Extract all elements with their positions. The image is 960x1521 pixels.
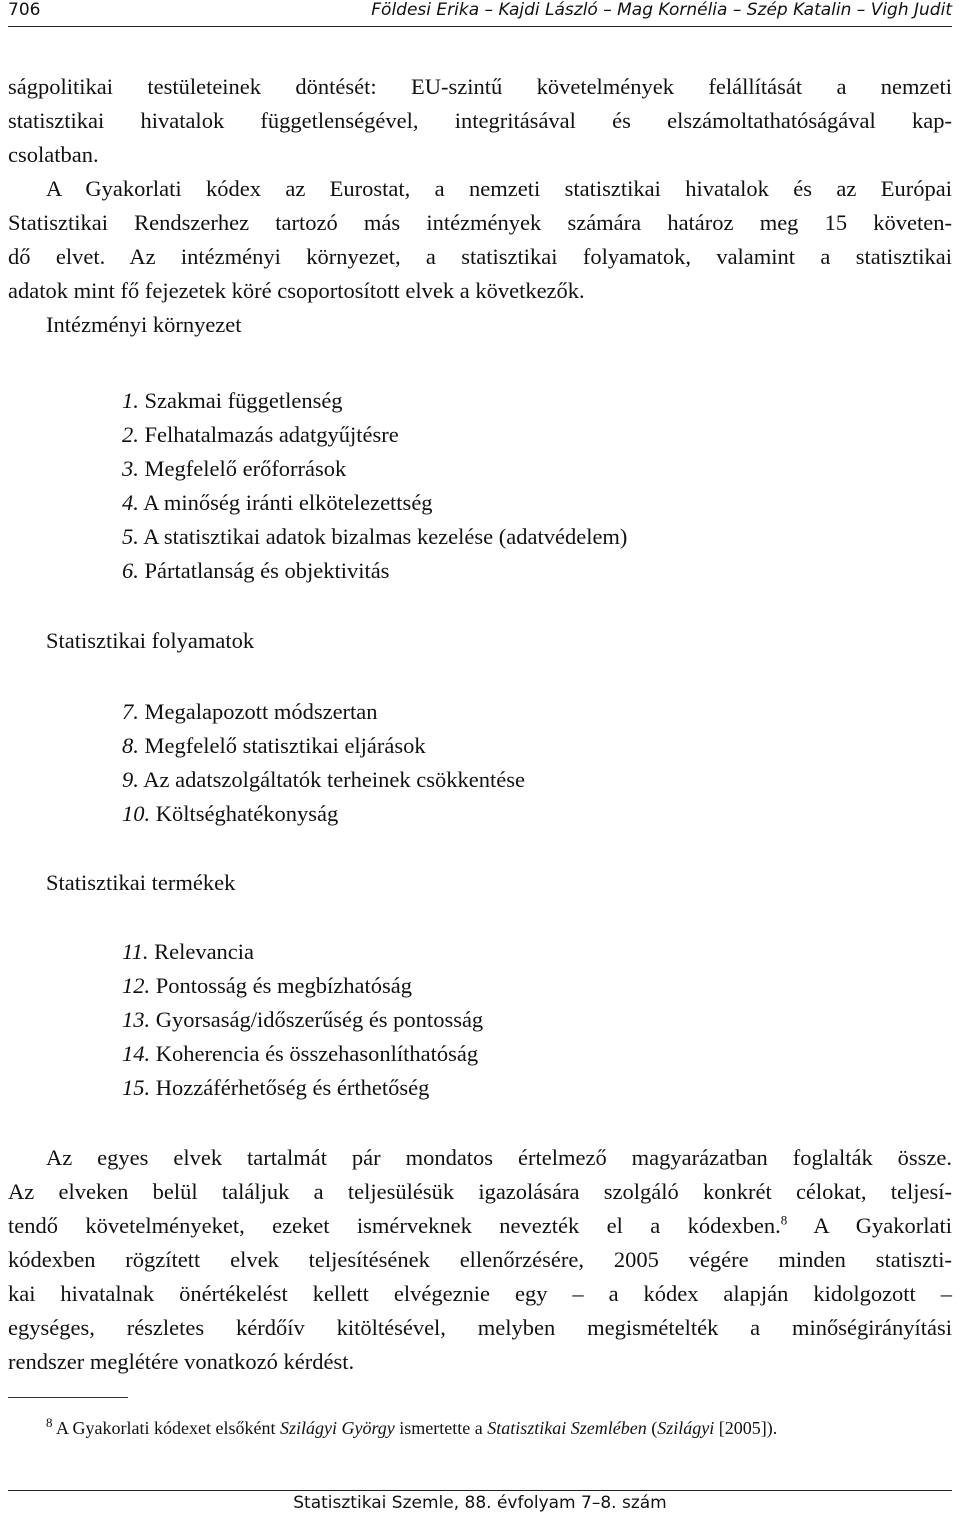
list-item: 15. Hozzáférhetőség és érthetőség: [122, 1075, 430, 1100]
list-item: 5. A statisztikai adatok bizalmas kezelése (adatvédelem): [122, 524, 628, 549]
text-line: Az elveken belül találjuk a teljesülésük igazolására szolgáló konkrét célokat, teljesí-: [8, 1179, 952, 1204]
list-item: 4. A minőség iránti elkötelezettség: [122, 490, 433, 515]
list-item: 11. Relevancia: [122, 939, 255, 964]
paragraph: [8, 172, 952, 308]
list-item: 13. Gyorsaság/időszerűség és pontosság: [122, 1007, 484, 1032]
text-line: ságpolitikai testületeinek döntését: EU-szintű követelmények felállítását a nemzeti: [8, 74, 952, 99]
footnote: $^8$ A Gyakorlati kódexet elsőként Szilágyi György ismertette a Statisztikai Szemlében (Szilágyi [2005]).: [46, 1415, 778, 1438]
list-item: 8. Megfelelő statisztikai eljárások: [122, 733, 426, 758]
list-item: 1. Szakmai függetlenség: [122, 388, 343, 413]
list-item: 12. Pontosság és megbízhatóság: [122, 973, 412, 998]
section-title-products: Statisztikai termékek: [46, 870, 236, 895]
footnote-reference[interactable]: 8: [780, 1212, 788, 1228]
text-line: rendszer meglétére vonatkozó kérdést.: [8, 1349, 355, 1374]
footnote-divider: [8, 1397, 128, 1398]
text-line: csolatban.: [8, 142, 99, 167]
paragraph: [8, 1141, 952, 1379]
text-line: A Gyakorlati kódex az Eurostat, a nemzeti statisztikai hivatalok és az Európai: [46, 176, 952, 201]
text-line: statisztikai hivatalok függetlenségével, integritásával és elszámoltathatóságával kap-: [8, 108, 952, 133]
paragraph: [8, 70, 952, 172]
principles-list-institutional: [122, 384, 627, 588]
paragraph-self-assessment: [8, 1141, 952, 1379]
text-line: Az egyes elvek tartalmát pár mondatos értelmező magyarázatban foglalták össze.: [46, 1145, 952, 1170]
list-item: 2. Felhatalmazás adatgyűjtésre: [122, 422, 399, 447]
page-number: 706: [8, 0, 41, 20]
footnote-author: Szilágyi György: [279, 1418, 395, 1438]
text-line: kai hivatalnak önértékelést kellett elvégeznie egy – a kódex alapján kidolgozott –: [8, 1281, 952, 1306]
text-line: adatok mint fő fejezetek köré csoportosított elvek a következők.: [8, 278, 585, 303]
list-item: 10. Költséghatékonyság: [122, 801, 339, 826]
paragraph-intro-principles: [8, 172, 952, 308]
text-line: tendő követelményeket, ezeket ismérveknek nevezték el a kódexben.$^8$ A Gyakorlati: [8, 1212, 953, 1238]
text-line: egységes, részletes kérdőív kitöltésével, melyben megismételték a minőségirányítási: [8, 1315, 952, 1340]
text-line: Statisztikai Rendszerhez tartozó más intézmények számára határoz meg 15 követen-: [8, 210, 952, 235]
footnote-ref-author: Szilágyi: [657, 1418, 715, 1438]
running-head-authors: Földesi Erika – Kajdi László – Mag Kornélia – Szép Katalin – Vigh Judit: [371, 0, 952, 20]
principles-list-processes: [122, 695, 525, 831]
list-item: 14. Koherencia és összehasonlíthatóság: [122, 1041, 479, 1066]
list-item: 6. Pártatlanság és objektivitás: [122, 558, 390, 583]
text-line: kódexben rögzített elvek teljesítésének ellenőrzésére, 2005 végére minden statiszti-: [8, 1247, 952, 1272]
section-title-institutional: Intézményi környezet: [46, 312, 242, 337]
paragraph-continuation: [8, 70, 952, 172]
footnote-marker: 8: [46, 1415, 53, 1430]
header-divider: [8, 26, 952, 27]
page-header: [8, 0, 952, 26]
list-item: 7. Megalapozott módszertan: [122, 699, 378, 724]
footnote-journal: Statisztikai Szemlében: [487, 1418, 647, 1438]
section-title-processes: Statisztikai folyamatok: [46, 628, 255, 653]
footer-divider: [8, 1490, 952, 1491]
principles-list-products: [122, 935, 483, 1105]
page-footer: Statisztikai Szemle, 88. évfolyam 7–8. szám: [293, 1493, 667, 1513]
list-item: 3. Megfelelő erőforrások: [122, 456, 347, 481]
list-item: 9. Az adatszolgáltatók terheinek csökkentése: [122, 767, 525, 792]
text-line: dő elvet. Az intézményi környezet, a statisztikai folyamatok, valamint a statisztikai: [8, 244, 952, 269]
